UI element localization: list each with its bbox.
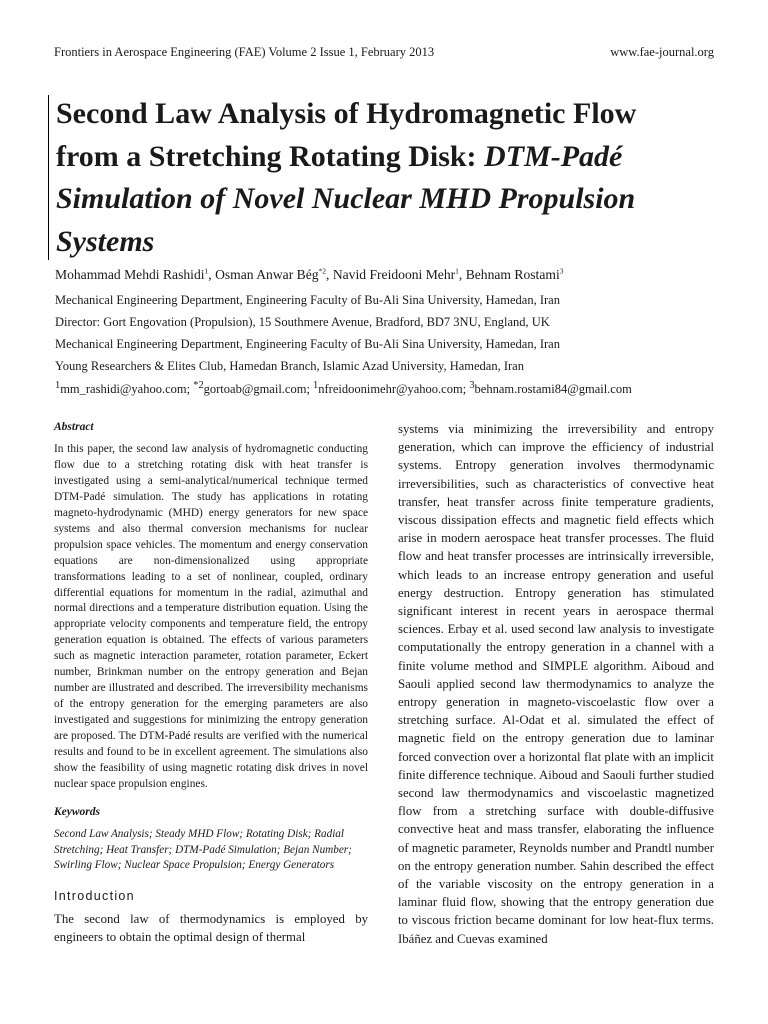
title-line-2-italic: DTM-Padé [484, 139, 623, 173]
paper-title [56, 93, 722, 263]
email-link[interactable]: mm_rashidi@yahoo.com; [60, 382, 194, 397]
email-line: $^1$mm_rashidi@yahoo.com; $^{*2}$gortoab@gmail.com; $^1$nfreidoonimehr@yahoo.com; $^3$behnam.rostami84@gmail.com [55, 380, 632, 397]
keywords-heading: Keywords [54, 805, 100, 818]
title-block [48, 95, 722, 260]
affiliation: Mechanical Engineering Department, Engineering Faculty of Bu-Ali Sina University, Hamedan, Iran [55, 293, 560, 307]
introduction-text: The second law of thermodynamics is employed by engineers to obtain the optimal design of thermal [54, 912, 368, 944]
introduction-heading: Introduction [54, 889, 135, 904]
right-column [398, 420, 714, 948]
affiliation: Young Researchers & Elites Club, Hamedan Branch, Islamic Azad University, Hamedan, Iran [55, 359, 524, 373]
journal-citation: Frontiers in Aerospace Engineering (FAE) Volume 2 Issue 1, February 2013 [54, 45, 435, 59]
title-line-3: Simulation of Novel Nuclear MHD Propulsion [56, 182, 636, 215]
abstract-heading: Abstract [54, 421, 94, 433]
keywords-text: Second Law Analysis; Steady MHD Flow; Rotating Disk; Radial Stretching; Heat Transfer; DTM-Padé Simulation; Bejan Number; Swirling Flow; Nuclear Space Propulsion; Energy Generators [54, 827, 352, 872]
email-link[interactable]: behnam.rostami84@gmail.com [474, 382, 632, 397]
abstract-text: In this paper, the second law analysis of hydromagnetic conducting flow due to a stretching rotating disk with heat transfer is investigated using a semi-analytical/numerical technique termed DTM-Padé simulation. The study has applications in rotating magneto-hydrodynamic (MHD) energy generators for new space systems and also thermal conversion mechanisms for nuclear propulsion space vehicles. The momentum and energy conservation equations are non-dimensionalized using appropriate transformations leading to a set of nonlinear, coupled, ordinary differential equations for momentum in the radial, azimuthal and normal directions and a temperature distribution equation. Using the appropriate velocity components and temperature field, the entropy generation equation is obtained. The effects of various parameters such as magnetic interaction parameter, rotation parameter, Eckert number, Brinkman number on the entropy generation and Bejan number are illustrated and described. The irreversibility mechanisms of the entropy generation for the emerging parameters are also investigated and suggestions for minimizing the entropy generation are proposed. The DTM-Padé results are verified with the numerical results and found to be in excellent agreement. The simulations also show the feasibility of using magnetic rotating disk drives in novel nuclear space propulsion engines. [54, 442, 368, 790]
affiliation: Director: Gort Engovation (Propulsion), 15 Southmere Avenue, Bradford, BD7 3NU, England, UK [55, 315, 550, 329]
title-line-1: Second Law Analysis of Hydromagnetic Flow [56, 97, 637, 130]
journal-website: www.fae-journal.org [610, 45, 714, 59]
author: Mohammad Mehdi Rashidi$^1$, [55, 266, 216, 282]
author: Osman Anwar Bég$^{*2}$, [215, 266, 333, 282]
affiliation: Mechanical Engineering Department, Engineering Faculty of Bu-Ali Sina University, Hamedan, Iran [55, 337, 560, 351]
running-header [54, 45, 714, 60]
author-list [55, 266, 563, 283]
author: Navid Freidooni Mehr$^1$, [332, 266, 466, 282]
email-link[interactable]: nfreidoonimehr@yahoo.com; [318, 382, 470, 397]
title-line-4: Systems [56, 224, 155, 258]
author: Behnam Rostami$^3$ [465, 266, 564, 282]
body-text: systems via minimizing the irreversibility and entropy generation, which can improve the efficiency of industrial systems. Entropy generation involves thermodynamic irreversibilities, such as characteristics of convective heat transfer, heat transfer across finite temperature gradients, viscous dissipation effects and magnetic field effects which arise in modern aerospace heat transfer processes. The fluid flow and heat transfer processes are intrinsically irreversible, which leads to an increase entropy generation and useful energy destruction. Entropy generation has stimulated significant interest in recent years in aerospace thermal sciences. Erbay et al. used second law analysis to investigate computationally the entropy generation in a channel with a finite volume method and SIMPLE algorithm. Aiboud and Saouli applied second law thermodynamics to analyze the entropy generation in magneto-viscoelastic flow over a stretching surface. Al-Odat et al. simulated the effect of magnetic field on the entropy generation due to laminar forced convection over a horizontal flat plate with an implicit finite difference technique. Aiboud and Saouli further studied second law thermodynamics and viscoelastic magnetized flow from a stretching surface with double-diffusive convective heat and mass transfer, elaborating the influence of magnetic parameter, Reynolds number and Prandtl number on the entropy generation number. Sahin described the effect of the variable viscosity on the entropy generation in a laminar fluid flow, showing that the entropy generation due to viscous friction became dominant for low heat-flux terms. Ibáñez and Cuevas examined [398, 422, 714, 946]
email-link[interactable]: gortoab@gmail.com; [203, 382, 314, 397]
title-line-2: from a Stretching Rotating Disk: [56, 139, 485, 173]
left-column [54, 420, 368, 946]
